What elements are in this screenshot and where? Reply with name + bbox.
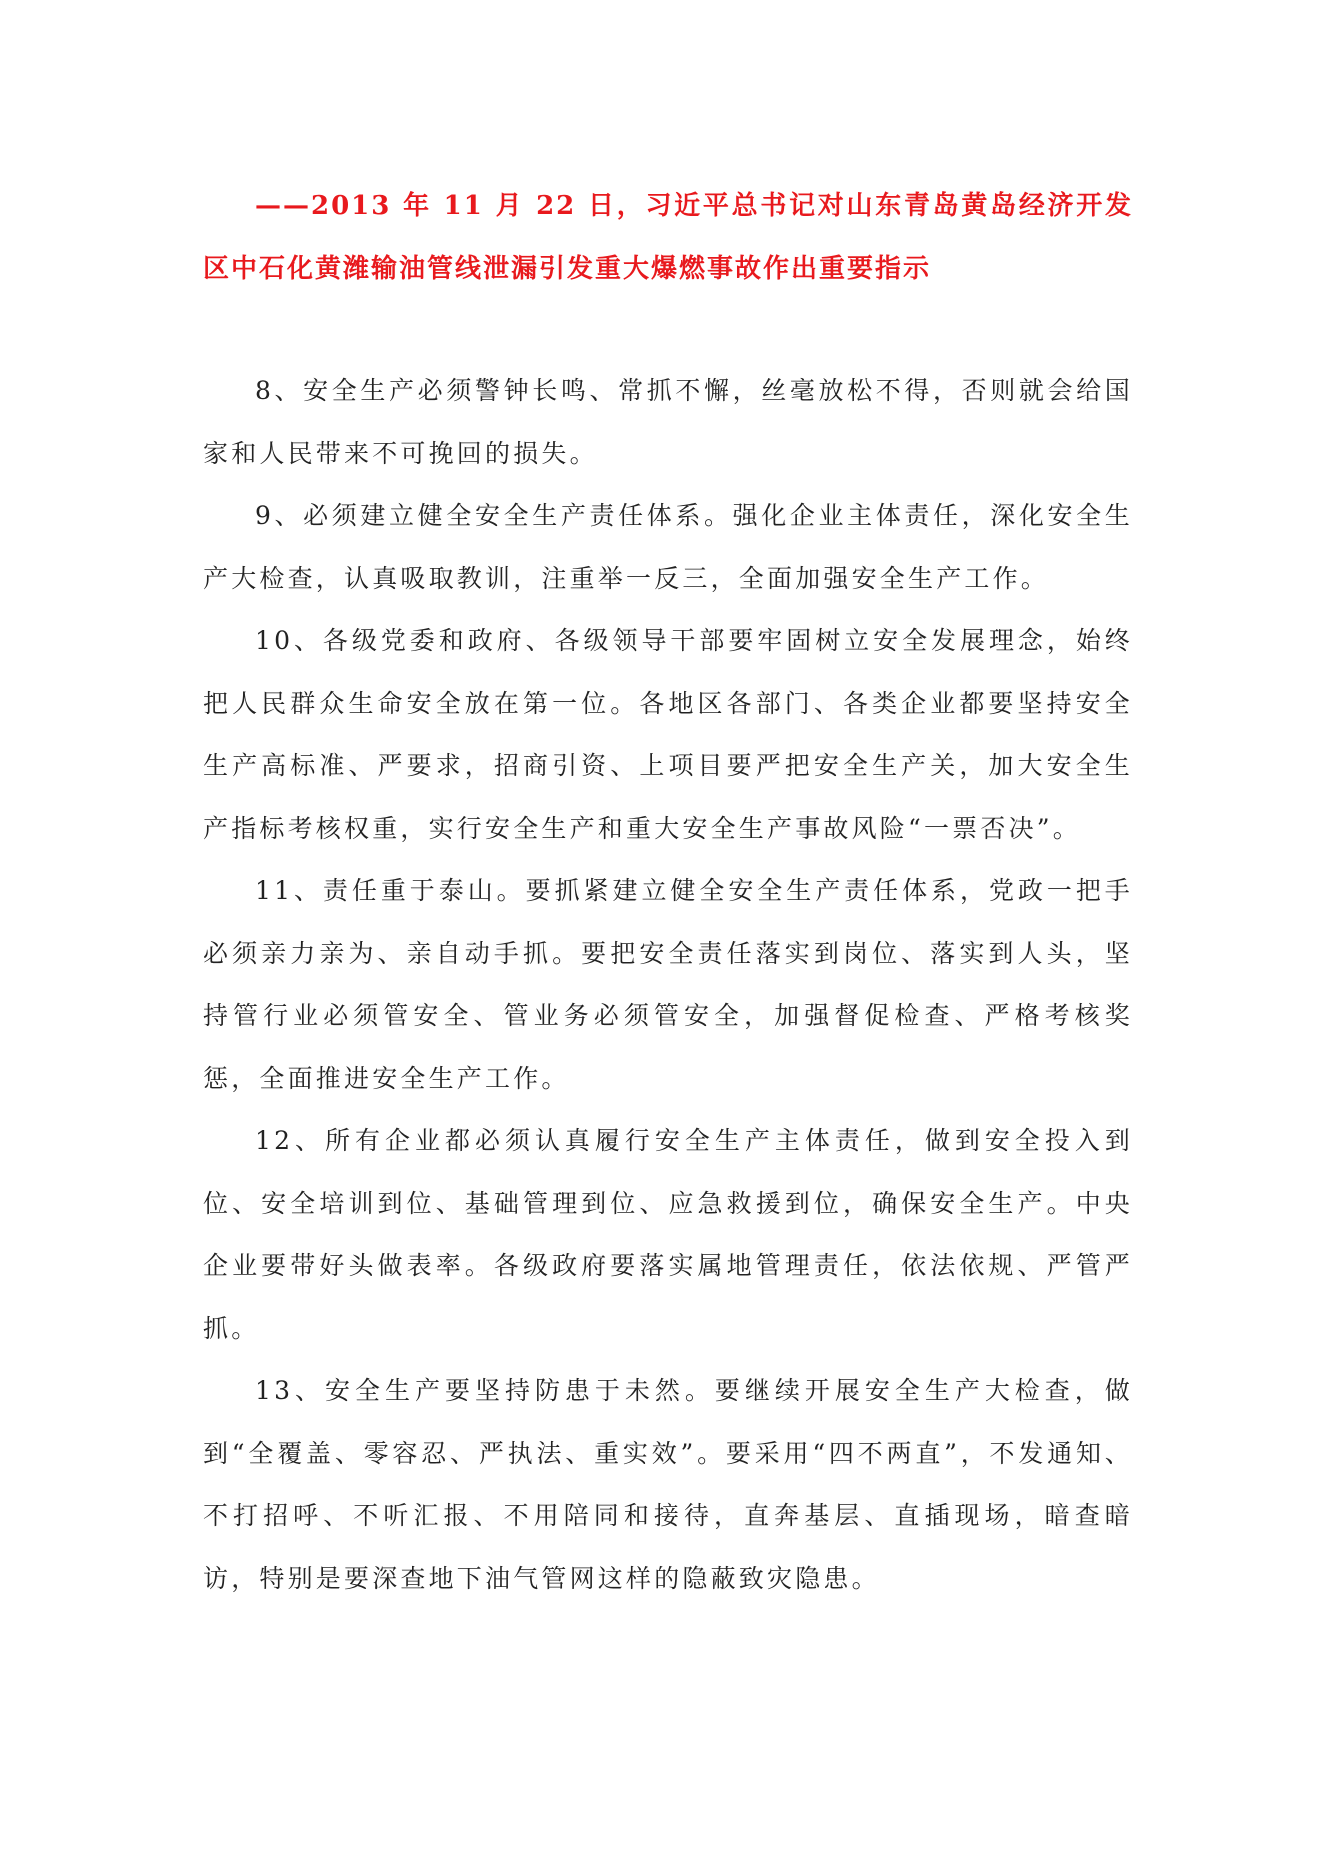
paragraph-10: 10、各级党委和政府、各级领导干部要牢固树立安全发展理念，始终把人民群众生命安全放在第一位。各地区各部门、各类企业都要坚持安全生产高标准、严要求，招商引资、上项目要严把安全生产关，加大安全生产指标考核权重，实行安全生产和重大安全生产事故风险“一票否决”。 bbox=[203, 626, 1133, 843]
paragraph-9: 9、必须建立健全安全生产责任体系。强化企业主体责任，深化安全生产大检查，认真吸取教训，注重举一反三，全面加强安全生产工作。 bbox=[203, 501, 1133, 593]
source-note: ——2013 年 11 月 22 日，习近平总书记对山东青岛黄岛经济开发区中石化黄潍输油管线泄漏引发重大爆燃事故作出重要指示 bbox=[203, 191, 1133, 284]
paragraph-13: 13、安全生产要坚持防患于未然。要继续开展安全生产大检查，做到“全覆盖、零容忍、严执法、重实效”。要采用“四不两直”，不发通知、不打招呼、不听汇报、不用陪同和接待，直奔基层、直插现场，暗查暗访，特别是要深查地下油气管网这样的隐蔽致灾隐患。 bbox=[203, 1376, 1133, 1593]
paragraph-8: 8、安全生产必须警钟长鸣、常抓不懈，丝毫放松不得，否则就会给国家和人民带来不可挽回的损失。 bbox=[203, 376, 1133, 468]
paragraph-12: 12、所有企业都必须认真履行安全生产主体责任，做到安全投入到位、安全培训到位、基础管理到位、应急救援到位，确保安全生产。中央企业要带好头做表率。各级政府要落实属地管理责任，依法依规、严管严抓。 bbox=[203, 1126, 1133, 1343]
document-body bbox=[203, 360, 1133, 1610]
paragraph-11: 11、责任重于泰山。要抓紧建立健全安全生产责任体系，党政一把手必须亲力亲为、亲自动手抓。要把安全责任落实到岗位、落实到人头，坚持管行业必须管安全、管业务必须管安全，加强督促检查、严格考核奖惩，全面推进安全生产工作。 bbox=[203, 876, 1133, 1093]
